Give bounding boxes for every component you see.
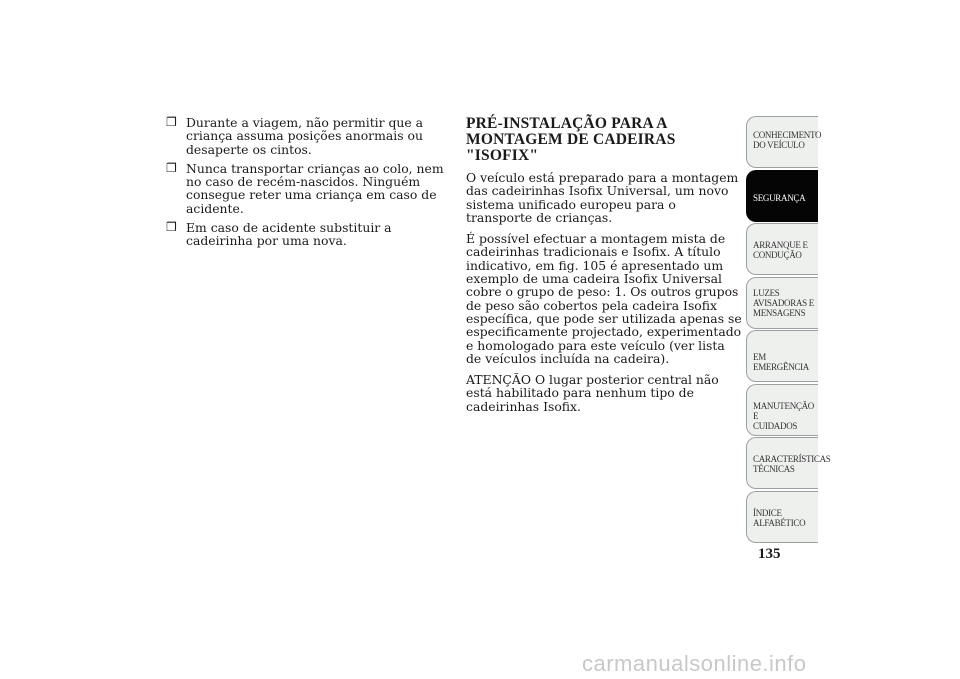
tab-conhecimento-do-veiculo[interactable] (746, 116, 822, 168)
bullet-item (166, 116, 452, 156)
tab-em-emergencia[interactable] (746, 330, 818, 382)
chapter-tabs (746, 116, 831, 544)
tab-label: SEGURANÇA (753, 192, 806, 203)
tab-label: ARRANQUE E (753, 240, 808, 250)
bullet-text: Nunca transportar crianças ao colo, nem no caso de recém-nascidos. Ninguém consegue reter uma criança em caso de acidente. (186, 160, 444, 216)
tab-label: CARACTERÍSTICAS (753, 454, 831, 464)
tab-caracteristicas-tecnicas[interactable] (746, 437, 831, 489)
tab-label: EM EMERGÊNCIA (753, 352, 809, 372)
tab-label: TÉCNICAS (753, 464, 795, 474)
paragraph: O veículo está preparado para a montagem das cadeirinhas Isofix Universal, um novo sistema unificado europeu para o transporte de crianças. (466, 170, 739, 225)
checkbox-bullet-icon: ❒ (166, 220, 177, 235)
checkbox-bullet-icon: ❒ (166, 160, 177, 175)
page-number: 135 (758, 546, 781, 562)
heading-line: PRÉ-INSTALAÇÃO PARA A (466, 115, 668, 132)
tab-arranque-e-conducao[interactable] (746, 223, 818, 275)
tab-label: DO VEÍCULO (753, 140, 805, 150)
bullet-text: Em caso de acidente substituir a cadeirinha por uma nova. (186, 220, 392, 249)
bullet-item (166, 221, 452, 248)
tab-label: ÍNDICE (753, 507, 782, 518)
tab-label: ALFABÉTICO (753, 517, 806, 528)
bullet-item (166, 162, 452, 215)
section-heading (466, 116, 742, 164)
paragraph: ATENÇÃO O lugar posterior central não está habilitado para nenhum tipo de cadeirinhas Isofix. (466, 372, 719, 414)
tab-label: LUZES (753, 287, 780, 298)
tab-label: MENSAGENS (753, 307, 806, 318)
heading-line: MONTAGEM DE CADEIRAS "ISOFIX" (466, 131, 676, 164)
paragraph: É possível efectuar a montagem mista de cadeirinhas tradicionais e Isofix. A título indicativo, em fig. 105 é apresentado um exemplo de uma cadeira Isofix Universal cobre o grupo de peso: 1. Os outros grupos de peso são cobertos pela cadeira Isofix específica, que pode ser utilizada apenas se especificamente projectado, experimentado e homologado para este veículo (ver lista de veículos incluída na cadeira). (466, 231, 742, 366)
tab-seguranca[interactable] (746, 170, 818, 222)
bullet-text: Durante a viagem, não permitir que a criança assuma posições anormais ou desaperte os cintos. (186, 115, 424, 157)
tab-indice-alfabetico[interactable] (746, 491, 818, 543)
right-column (466, 116, 742, 421)
tab-label: CONHECIMENTO (753, 130, 822, 140)
checkbox-bullet-icon: ❒ (166, 115, 177, 129)
tab-label: MANUTENÇÃO E (753, 400, 814, 421)
tab-luzes-avisadoras-e-mensagens[interactable] (746, 277, 818, 329)
tab-manutencao-e-cuidados[interactable] (746, 384, 818, 436)
left-column (166, 116, 452, 254)
tab-label: CONDUÇÃO (753, 250, 802, 260)
watermark: carmanualsonline.info (582, 651, 807, 676)
tab-label: AVISADORAS E (753, 297, 814, 308)
tab-label: CUIDADOS (753, 420, 798, 431)
